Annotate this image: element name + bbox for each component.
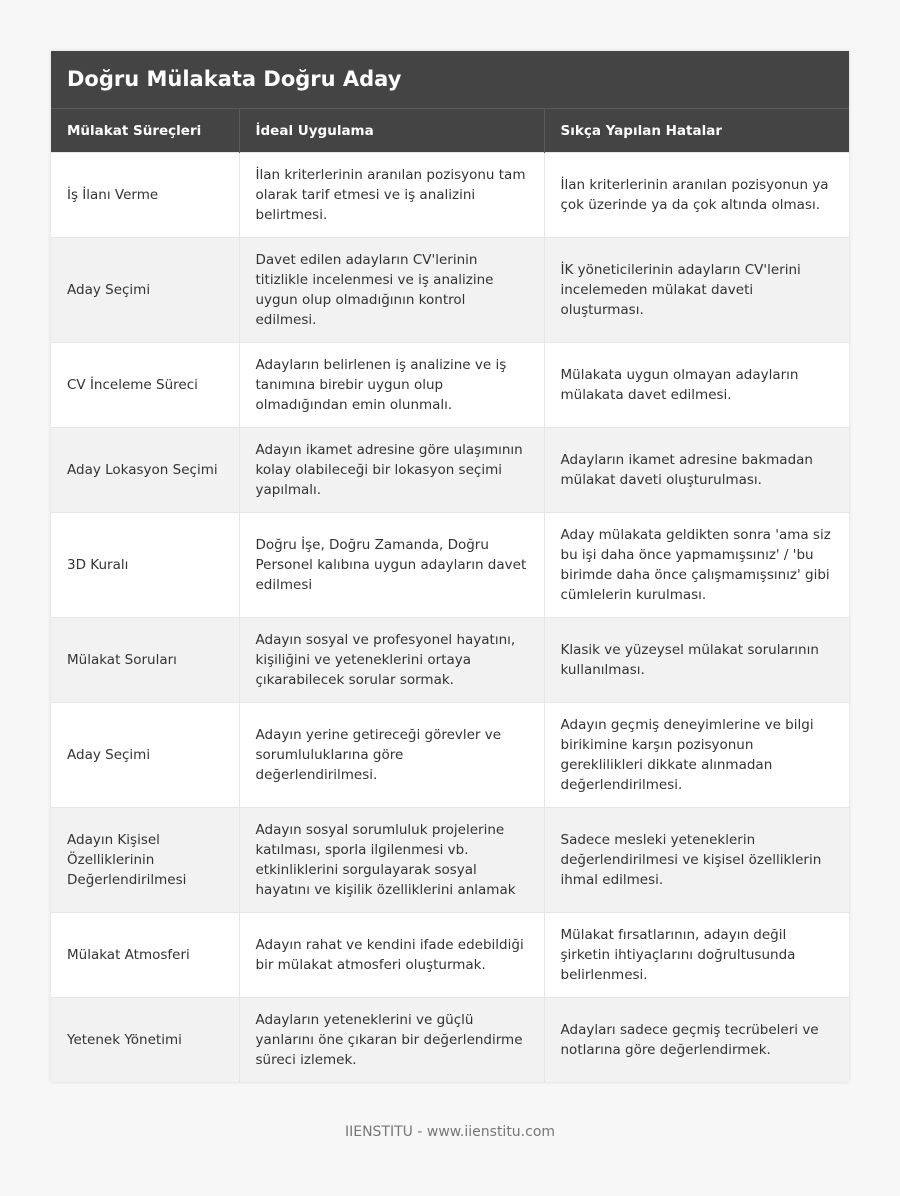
cell-process: Yetenek Yönetimi	[51, 998, 239, 1083]
cell-process: Aday Seçimi	[51, 238, 239, 343]
cell-mistake: Sadece mesleki yeteneklerin değerlendirilmesi ve kişisel özelliklerin ihmal edilmesi.	[544, 808, 849, 913]
cell-ideal: Doğru İşe, Doğru Zamanda, Doğru Personel kalıbına uygun adayların davet edilmesi	[239, 513, 544, 618]
table-row	[51, 703, 849, 808]
table-title: Doğru Mülakata Doğru Aday	[51, 51, 849, 108]
table-row	[51, 998, 849, 1083]
cell-process: 3D Kuralı	[51, 513, 239, 618]
cell-process: CV İnceleme Süreci	[51, 343, 239, 428]
table-row	[51, 808, 849, 913]
footer-credit: IIENSTITU - www.iienstitu.com	[344, 1124, 556, 1140]
cell-mistake: Mülakat fırsatlarının, adayın değil şirketin ihtiyaçlarını doğrultusunda belirlenmesi.	[544, 913, 849, 998]
cell-mistake: İK yöneticilerinin adayların CV'lerini incelemeden mülakat daveti oluşturması.	[544, 238, 849, 343]
cell-ideal: Adayın ikamet adresine göre ulaşımının kolay olabileceği bir lokasyon seçimi yapılmalı.	[239, 428, 544, 513]
cell-process: İş İlanı Verme	[51, 153, 239, 238]
cell-ideal: İlan kriterlerinin aranılan pozisyonu tam olarak tarif etmesi ve iş analizini belirtmesi.	[239, 153, 544, 238]
cell-mistake: Aday mülakata geldikten sonra 'ama siz bu işi daha önce yapmamışsınız' / 'bu birimde daha önce çalışmamışsınız' gibi cümlelerin kurulması.	[544, 513, 849, 618]
table-row	[51, 513, 849, 618]
cell-mistake: Adayların ikamet adresine bakmadan mülakat daveti oluşturulması.	[544, 428, 849, 513]
cell-ideal: Davet edilen adayların CV'lerinin titizlikle incelenmesi ve iş analizine uygun olup olmadığının kontrol edilmesi.	[239, 238, 544, 343]
cell-process: Mülakat Atmosferi	[51, 913, 239, 998]
column-header-mistakes: Sıkça Yapılan Hatalar	[544, 109, 849, 153]
cell-ideal: Adayların yeteneklerini ve güçlü yanlarını öne çıkaran bir değerlendirme süreci izlemek.	[239, 998, 544, 1083]
table-row	[51, 238, 849, 343]
cell-mistake: Klasik ve yüzeysel mülakat sorularının kullanılması.	[544, 618, 849, 703]
cell-process: Aday Seçimi	[51, 703, 239, 808]
table-row	[51, 913, 849, 998]
interview-table	[51, 108, 849, 1082]
cell-ideal: Adayların belirlenen iş analizine ve iş tanımına birebir uygun olup olmadığından emin olunmalı.	[239, 343, 544, 428]
cell-ideal: Adayın rahat ve kendini ifade edebildiği bir mülakat atmosferi oluşturmak.	[239, 913, 544, 998]
cell-process: Mülakat Soruları	[51, 618, 239, 703]
cell-mistake: Adayları sadece geçmiş tecrübeleri ve notlarına göre değerlendirmek.	[544, 998, 849, 1083]
table-header	[51, 109, 849, 153]
table-row	[51, 153, 849, 238]
table-row	[51, 428, 849, 513]
column-header-ideal: İdeal Uygulama	[239, 109, 544, 153]
cell-ideal: Adayın yerine getireceği görevler ve sorumluluklarına göre değerlendirilmesi.	[239, 703, 544, 808]
cell-ideal: Adayın sosyal ve profesyonel hayatını, kişiliğini ve yeteneklerini ortaya çıkarabilecek sorular sormak.	[239, 618, 544, 703]
table-row	[51, 618, 849, 703]
table-body	[51, 153, 849, 1083]
cell-ideal: Adayın sosyal sorumluluk projelerine katılması, sporla ilgilenmesi vb. etkinliklerini sorgulayarak sosyal hayatını ve kişilik özelliklerini anlamak	[239, 808, 544, 913]
cell-process: Adayın Kişisel Özelliklerinin Değerlendirilmesi	[51, 808, 239, 913]
cell-mistake: İlan kriterlerinin aranılan pozisyonun ya çok üzerinde ya da çok altında olması.	[544, 153, 849, 238]
column-header-process: Mülakat Süreçleri	[51, 109, 239, 153]
cell-mistake: Adayın geçmiş deneyimlerine ve bilgi birikimine karşın pozisyonun gereklilikleri dikkate alınmadan değerlendirilmesi.	[544, 703, 849, 808]
table-row	[51, 343, 849, 428]
cell-mistake: Mülakata uygun olmayan adayların mülakata davet edilmesi.	[544, 343, 849, 428]
cell-process: Aday Lokasyon Seçimi	[51, 428, 239, 513]
table-card	[51, 51, 849, 1082]
header-row	[51, 109, 849, 153]
